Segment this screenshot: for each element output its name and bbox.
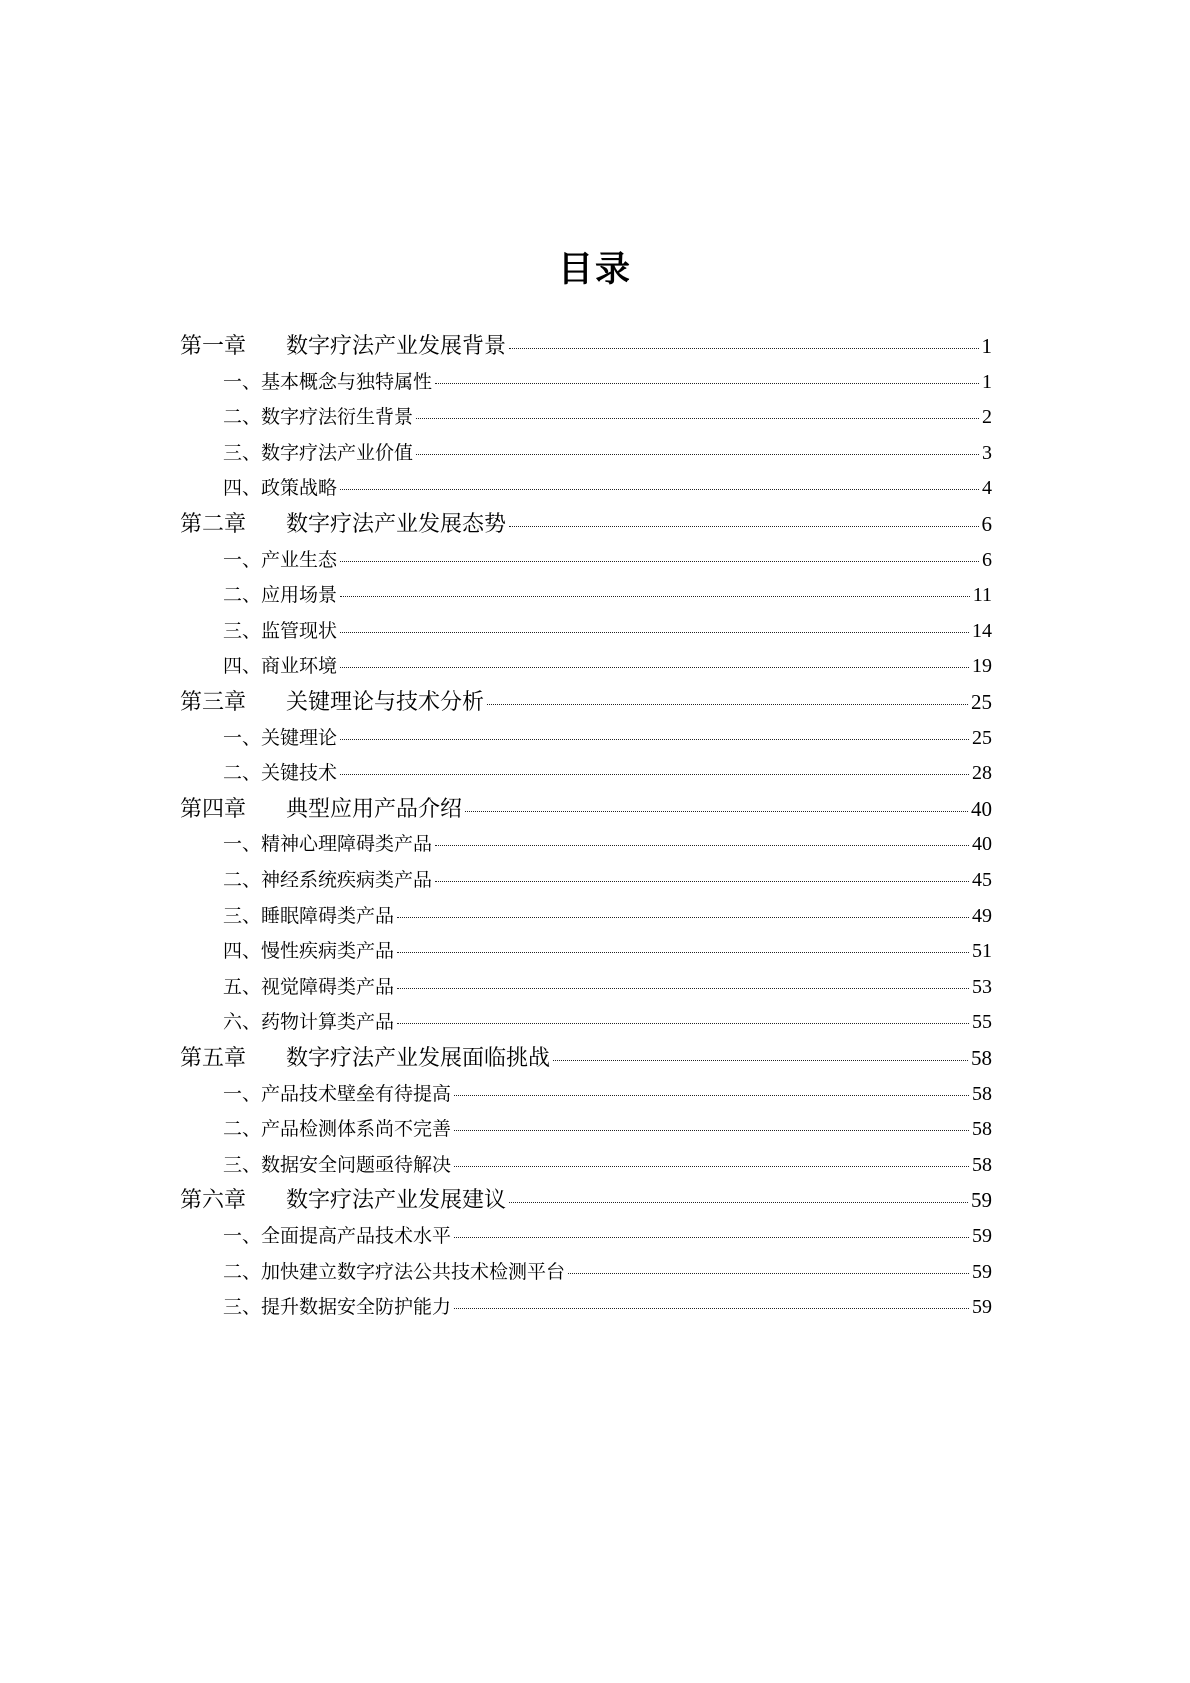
chapter-title: 典型应用产品介绍 — [286, 796, 463, 822]
dot-leader — [454, 1095, 969, 1096]
dot-leader — [397, 988, 969, 989]
page-number: 59 — [972, 1296, 992, 1319]
section-title: 六、药物计算类产品 — [223, 1011, 395, 1034]
page-number: 58 — [971, 1046, 992, 1070]
toc-section-entry[interactable] — [223, 1150, 992, 1177]
page-number: 53 — [972, 975, 992, 998]
page-number: 6 — [981, 512, 992, 536]
dot-leader — [416, 418, 979, 419]
toc-section-entry[interactable] — [223, 651, 992, 678]
toc-section-entry[interactable] — [223, 723, 992, 750]
toc-chapter-entry[interactable] — [180, 792, 992, 823]
page-number: 59 — [972, 1260, 992, 1283]
toc-section-entry[interactable] — [223, 580, 992, 607]
page-number: 3 — [982, 441, 992, 464]
dot-leader — [340, 489, 979, 490]
toc-section-entry[interactable] — [223, 1221, 992, 1248]
page-number: 59 — [971, 1188, 992, 1213]
section-title: 一、产业生态 — [223, 548, 338, 571]
toc-chapter-entry[interactable] — [180, 329, 992, 360]
toc-section-entry[interactable] — [223, 972, 992, 999]
toc-section-entry[interactable] — [223, 936, 992, 963]
toc-section-entry[interactable] — [223, 1079, 992, 1106]
page-number: 25 — [971, 690, 992, 714]
toc-section-entry[interactable] — [223, 829, 992, 856]
dot-leader — [509, 1202, 968, 1203]
section-title: 一、全面提高产品技术水平 — [223, 1225, 452, 1247]
page-number: 1 — [981, 334, 992, 358]
dot-leader — [568, 1273, 969, 1274]
page-number: 59 — [972, 1225, 992, 1247]
section-title: 一、基本概念与独特属性 — [223, 370, 433, 393]
dot-leader — [553, 1060, 968, 1061]
page-number: 4 — [982, 477, 992, 500]
page-number: 14 — [972, 619, 992, 642]
section-title: 二、神经系统疾病类产品 — [223, 869, 433, 891]
dot-leader — [454, 1130, 969, 1131]
page-number: 45 — [972, 869, 992, 891]
dot-leader — [465, 811, 968, 812]
section-title: 三、数据安全问题亟待解决 — [223, 1153, 452, 1176]
chapter-label: 第四章 — [180, 796, 247, 822]
dot-leader — [454, 1308, 969, 1309]
dot-leader — [397, 1023, 969, 1024]
toc-section-entry[interactable] — [223, 616, 992, 643]
chapter-label: 第五章 — [180, 1046, 247, 1071]
section-title: 三、数字疗法产业价值 — [223, 441, 414, 464]
toc-chapter-entry[interactable] — [180, 507, 992, 538]
toc-section-entry[interactable] — [223, 473, 992, 500]
dot-leader — [435, 881, 969, 882]
page-number: 49 — [972, 904, 992, 927]
chapter-title: 数字疗法产业发展建议 — [286, 1188, 507, 1214]
page-number: 58 — [972, 1082, 992, 1105]
toc-section-entry[interactable] — [223, 367, 992, 394]
section-title: 一、产品技术壁垒有待提高 — [223, 1082, 452, 1105]
page-number: 40 — [971, 796, 992, 821]
section-title: 四、慢性疾病类产品 — [223, 940, 395, 963]
section-title: 三、监管现状 — [223, 619, 338, 642]
toc-section-entry[interactable] — [223, 1007, 992, 1034]
toc-section-entry[interactable] — [223, 1257, 992, 1284]
page-number: 11 — [972, 584, 992, 607]
page-number: 58 — [972, 1118, 992, 1141]
chapter-label: 第六章 — [180, 1188, 247, 1214]
toc-section-entry[interactable] — [223, 438, 992, 465]
dot-leader — [454, 1166, 969, 1167]
dot-leader — [435, 845, 969, 846]
toc-section-entry[interactable] — [223, 545, 992, 572]
section-title: 四、政策战略 — [223, 477, 338, 500]
section-title: 二、加快建立数字疗法公共技术检测平台 — [223, 1260, 566, 1283]
section-title: 二、应用场景 — [223, 584, 338, 607]
dot-leader — [340, 632, 969, 633]
page-title: 目录 — [557, 250, 632, 290]
toc-section-entry[interactable] — [223, 1292, 992, 1319]
page-number: 51 — [972, 940, 992, 963]
toc-chapter-entry[interactable] — [180, 1041, 992, 1072]
dot-leader — [340, 561, 979, 562]
section-title: 四、商业环境 — [223, 655, 338, 678]
page-number: 58 — [972, 1153, 992, 1176]
page-number: 1 — [982, 370, 992, 393]
dot-leader — [416, 454, 979, 455]
chapter-label: 第三章 — [180, 690, 247, 715]
dot-leader — [509, 526, 978, 527]
page-number: 25 — [972, 726, 992, 749]
dot-leader — [340, 774, 969, 775]
dot-leader — [340, 667, 969, 668]
toc-chapter-entry[interactable] — [180, 685, 992, 716]
dot-leader — [454, 1237, 969, 1238]
section-title: 五、视觉障碍类产品 — [223, 975, 395, 998]
page-number: 2 — [982, 406, 992, 429]
page-number: 19 — [972, 655, 992, 678]
dot-leader — [340, 596, 970, 597]
dot-leader — [397, 952, 969, 953]
section-title: 二、数字疗法衍生背景 — [223, 406, 414, 429]
section-title: 三、睡眠障碍类产品 — [223, 904, 395, 927]
chapter-title: 数字疗法产业发展背景 — [286, 334, 507, 359]
toc-section-entry[interactable] — [223, 1114, 992, 1141]
section-title: 二、产品检测体系尚不完善 — [223, 1118, 452, 1141]
toc-chapter-entry[interactable] — [180, 1183, 992, 1214]
dot-leader — [509, 348, 978, 349]
dot-leader — [397, 917, 969, 918]
section-title: 三、提升数据安全防护能力 — [223, 1296, 452, 1319]
section-title: 一、精神心理障碍类产品 — [223, 833, 433, 856]
chapter-title: 数字疗法产业发展态势 — [286, 512, 507, 537]
page-number: 40 — [972, 833, 992, 856]
page-number: 28 — [972, 762, 992, 785]
dot-leader — [487, 704, 968, 705]
toc-section-entry[interactable] — [223, 865, 992, 892]
dot-leader — [340, 739, 969, 740]
toc-section-entry[interactable] — [223, 758, 992, 785]
section-title: 二、关键技术 — [223, 762, 338, 785]
chapter-label: 第一章 — [180, 334, 247, 359]
toc-section-entry[interactable] — [223, 402, 992, 429]
page-number: 6 — [982, 548, 992, 571]
dot-leader — [435, 383, 979, 384]
toc-section-entry[interactable] — [223, 901, 992, 928]
chapter-label: 第二章 — [180, 512, 247, 537]
chapter-title: 关键理论与技术分析 — [286, 690, 485, 715]
page-number: 55 — [972, 1011, 992, 1034]
chapter-title: 数字疗法产业发展面临挑战 — [286, 1046, 551, 1071]
section-title: 一、关键理论 — [223, 726, 338, 749]
